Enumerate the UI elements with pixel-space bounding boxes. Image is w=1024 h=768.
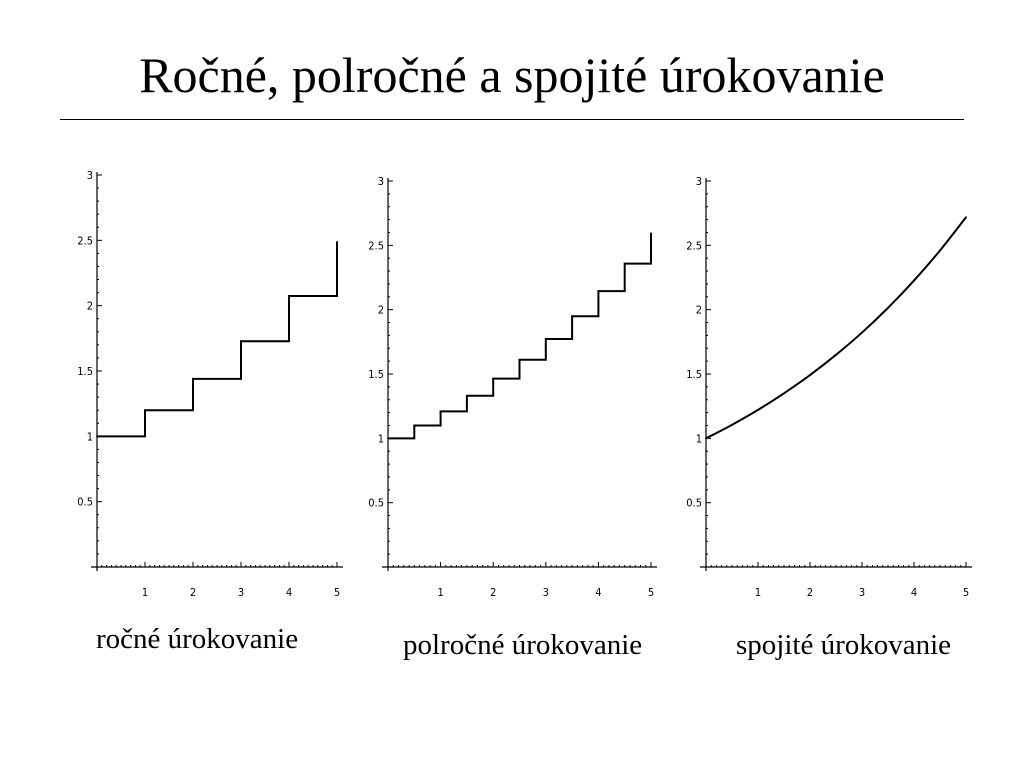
data-point: [939, 250, 941, 252]
data-point: [809, 374, 811, 376]
x-tick-label: 5: [647, 586, 655, 599]
y-tick-label: 1: [86, 430, 93, 444]
x-tick-label: 2: [806, 586, 814, 599]
data-point: [887, 307, 889, 309]
data-point: [192, 378, 194, 380]
x-tick-label: 3: [542, 586, 549, 599]
caption-semiannual: polročné úrokovanie: [403, 629, 643, 661]
data-point: [336, 241, 338, 243]
data-point: [861, 332, 863, 334]
data-point: [545, 338, 547, 340]
data-point: [440, 410, 442, 412]
y-tick-label: 2: [695, 303, 702, 317]
x-tick-label: 3: [858, 586, 866, 599]
y-tick-label: 1.5: [368, 368, 384, 381]
x-tick-label: 2: [189, 586, 197, 599]
series-line: [706, 217, 966, 438]
data-point: [466, 395, 468, 397]
y-tick-label: 3: [86, 169, 93, 182]
data-point: [413, 425, 415, 427]
y-tick-label: 2.5: [686, 239, 702, 253]
x-tick-label: 4: [285, 586, 293, 599]
caption-annual: ročné úrokovanie: [96, 623, 299, 655]
x-tick-label: 5: [962, 586, 970, 599]
data-point: [519, 359, 521, 361]
y-tick-label: 1.5: [686, 368, 702, 381]
y-tick-label: 1: [695, 432, 702, 446]
data-point: [288, 295, 290, 297]
y-tick-label: 2.5: [77, 234, 93, 248]
data-point: [571, 315, 573, 317]
x-tick-label: 4: [595, 586, 602, 599]
x-tick-label: 1: [437, 586, 444, 599]
caption-continuous: spojité úrokovanie: [736, 629, 952, 661]
data-point: [387, 437, 389, 439]
data-point: [835, 354, 837, 356]
x-tick-label: 3: [237, 586, 245, 599]
data-point: [965, 216, 967, 218]
data-point: [598, 290, 600, 292]
data-point: [240, 340, 242, 342]
series-line: [97, 242, 337, 436]
data-point: [705, 437, 707, 439]
data-point: [731, 424, 733, 426]
y-tick-label: 2: [377, 303, 384, 317]
data-point: [624, 263, 626, 265]
slide-title: Ročné, polročné a spojité úrokovanie: [139, 47, 885, 103]
data-point: [492, 378, 494, 380]
x-tick-label: 2: [490, 586, 497, 599]
data-point: [913, 280, 915, 282]
title-divider: [60, 119, 964, 120]
x-tick-label: 4: [910, 586, 918, 599]
y-tick-label: 0.5: [686, 496, 702, 510]
y-tick-label: 3: [695, 175, 702, 188]
data-point: [144, 409, 146, 411]
series-line: [388, 233, 651, 438]
y-tick-label: 0.5: [368, 496, 384, 510]
y-tick-label: 3: [377, 175, 384, 188]
x-tick-label: 5: [333, 586, 341, 599]
continuous-compounding-chart: [670, 158, 980, 610]
y-tick-label: 1: [377, 432, 384, 446]
y-tick-label: 1.5: [77, 365, 93, 378]
data-point: [650, 232, 652, 234]
annual-compounding-chart: [60, 150, 360, 610]
y-tick-label: 0.5: [77, 495, 93, 509]
y-tick-label: 2.5: [368, 239, 384, 253]
x-tick-label: 1: [141, 586, 149, 599]
data-point: [783, 392, 785, 394]
x-tick-label: 1: [754, 586, 762, 599]
data-point: [757, 409, 759, 411]
semiannual-compounding-chart: [352, 158, 662, 610]
y-tick-label: 2: [86, 299, 93, 313]
data-point: [96, 435, 98, 437]
